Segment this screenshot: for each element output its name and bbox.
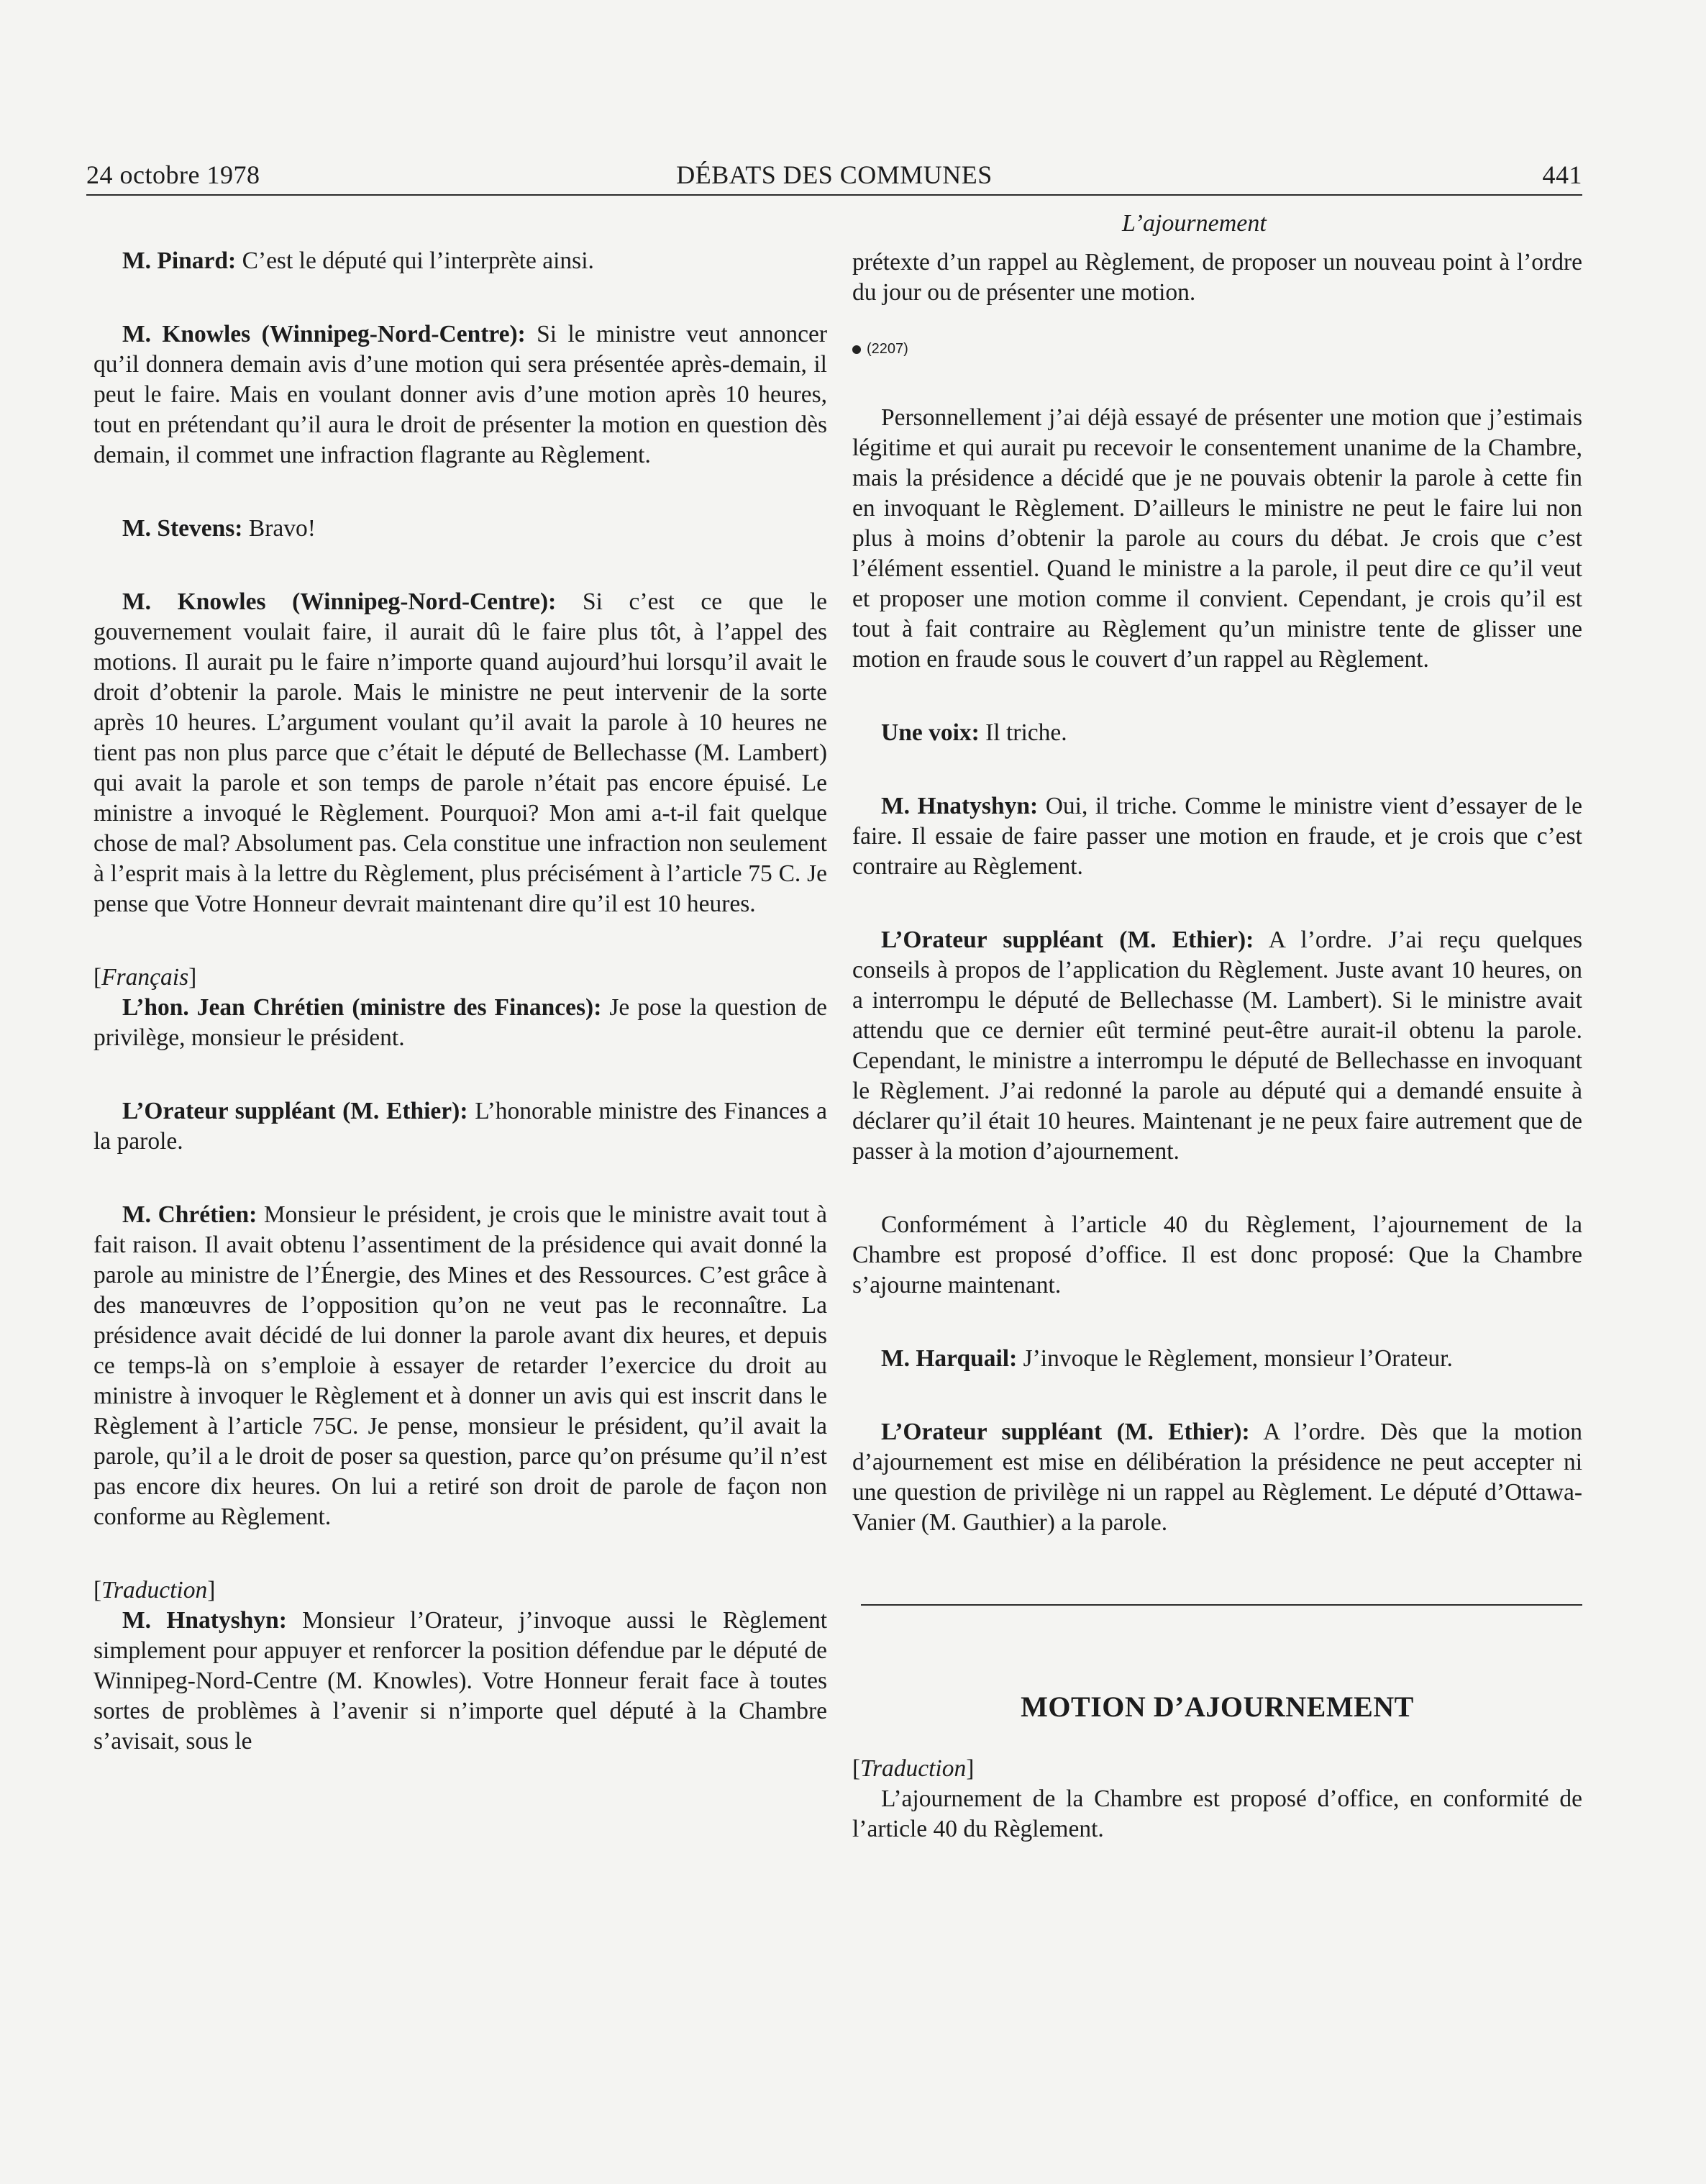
section-title: MOTION D’AJOURNEMENT [1021, 1691, 1414, 1723]
speech-text: Oui, il triche. Comme le ministre vient d’essayer de le faire. Il essaie de faire passer une motion en fraude, et je crois que c’est contraire au Règlement. [852, 793, 1582, 880]
body-paragraph: Conformément à l’article 40 du Règlement, l’ajournement de la Chambre est proposé d’office. Il est donc proposé: Que la Chambre s’ajourne maintenant. [852, 1211, 1582, 1298]
speaker-name: M. Hnatyshyn: [122, 1607, 287, 1634]
speech-text: A l’ordre. Dès que la motion d’ajournement est mise en délibération la présidence ne peut accepter ni une question de privilège ni un rappel au Règlement. Le député d’Ottawa-Vanier (M. Gauthier) a la parole. [852, 1419, 1582, 1536]
speech-text: Je pose la question de privilège, monsieur le président. [93, 994, 827, 1051]
speech-text: Monsieur l’Orateur, j’invoque aussi le Règlement simplement pour appuyer et renforcer la position défendue par le député de Winnipeg-Nord-Centre (M. Knowles). Votre Honneur ferait face à toutes sortes de problèmes à l’avenir si n’importe quel député à la Chambre s’avisait, sous le [93, 1607, 828, 1755]
right-column [852, 247, 1582, 1844]
speech-paragraph [93, 514, 827, 544]
speaker-name: Une voix: [881, 719, 980, 746]
speaker-name: L’Orateur suppléant (M. Ethier): [122, 1098, 468, 1124]
language-tag: [Traduction] [93, 1577, 216, 1603]
speech-paragraph [93, 1096, 827, 1157]
speech-paragraph [852, 1417, 1582, 1538]
speech-text: A l’ordre. J’ai reçu quelques conseils à propos de l’application du Règlement. Juste avant 10 heures, on a interrompu le député de Bellechasse (M. Lambert). Si le ministre avait attendu que ce dernier eût terminé peut-être aurait-il obtenu la parole. Cependant, le ministre a interrompu le député de Bellechasse en invoquant le Règlement. J’ai redonné la parole au député qui a demandé ensuite à déclarer qu’il était 10 heures. Maintenant je ne peux faire autrement que de passer à la motion d’ajournement. [852, 927, 1583, 1165]
speech-text: C’est le député qui l’interprète ainsi. [236, 247, 594, 274]
speech-paragraph [93, 319, 827, 470]
speech-paragraph [93, 1606, 827, 1757]
speech-paragraph [852, 925, 1582, 1167]
speech-text: Si c’est ce que le gouvernement voulait faire, il aurait dû le faire plus tôt, à l’appel des motions. Il aurait pu le faire n’importe quand aujourd’hui lorsqu’il avait le droit d’obtenir la parole. Mais le ministre ne peut intervenir de la sorte après 10 heures. L’argument voulant qu’il avait la parole à 10 heures ne tient pas non plus parce que c’était le député de Bellechasse (M. Lambert) qui avait la parole et son temps de parole n’était pas encore épuisé. Le ministre a invoqué le Règlement. Pourquoi? Mon ami a-t-il fait quelque chose de mal? Absolument pas. Cela constitue une infraction non seulement à l’esprit mais à la lettre du Règlement, plus précisément à l’article 75 C. Je pense que Votre Honneur devrait maintenant dire qu’il est 10 heures. [93, 588, 827, 917]
running-subheader: L’ajournement [1122, 210, 1267, 237]
speech-paragraph [852, 1344, 1582, 1374]
language-tag: [Français] [93, 964, 197, 991]
speaker-name: L’Orateur suppléant (M. Ethier): [881, 927, 1254, 953]
continuation-paragraph: prétexte d’un rappel au Règlement, de proposer un nouveau point à l’ordre du jour ou de présenter une motion. [852, 249, 1582, 306]
speaker-name: M. Hnatyshyn: [881, 793, 1039, 819]
page-number: 441 [1542, 160, 1582, 189]
speech-text: L’honorable ministre des Finances a la parole. [93, 1098, 827, 1155]
speech-paragraph [93, 246, 827, 276]
speech-text: J’invoque le Règlement, monsieur l’Orateur. [1017, 1345, 1453, 1372]
header-date: 24 octobre 1978 [86, 160, 260, 189]
speech-paragraph [852, 791, 1582, 882]
time-marker: (2207) [852, 338, 1582, 360]
speech-text: Si le ministre veut annoncer qu’il donnera demain avis d’une motion qui sera présentée après-demain, il peut le faire. Mais en voulant donner avis d’une motion après 10 heures, tout en prétendant qu’il aura le droit de présenter la motion en question dès demain, il commet une infraction flagrante au Règlement. [93, 321, 827, 468]
speech-paragraph [93, 993, 827, 1053]
speaker-name: M. Stevens: [122, 515, 243, 542]
body-paragraph: Personnellement j’ai déjà essayé de présenter une motion que j’estimais légitime et qui aurait pu recevoir le consentement unanime de la Chambre, mais la présidence a décidé que je ne pouvais obtenir la parole à cette fin en invoquant le Règlement. D’ailleurs le ministre ne peut le faire lui non plus à moins d’obtenir la parole au cours du débat. Je crois que c’est l’élément essentiel. Quand le ministre a la parole, il peut dire ce qu’il veut et proposer une motion comme il convient. Cependant, je crois qu’il est tout à fait contraire au Règlement qu’un ministre tente de glisser une motion en fraude sous le couvert d’un rappel au Règlement. [852, 404, 1582, 673]
speech-text: Il triche. [979, 719, 1067, 746]
speaker-name: M. Chrétien: [122, 1201, 257, 1228]
speaker-name: L’Orateur suppléant (M. Ethier): [881, 1419, 1250, 1445]
speaker-name: M. Harquail: [881, 1345, 1018, 1372]
body-paragraph: L’ajournement de la Chambre est proposé d’office, en conformité de l’article 40 du Règlement. [852, 1785, 1582, 1842]
speech-text: Bravo! [242, 515, 316, 542]
speech-text: Monsieur le président, je crois que le ministre avait tout à fait raison. Il avait obtenu l’assentiment de la présidence qui avait donné la parole au ministre de l’Énergie, des Mines et des Ressources. C’est grâce à des manœuvres de l’opposition qu’on ne veut pas le reconnaître. La présidence avait décidé de lui donner la parole avant dix heures, et depuis ce temps-là on s’emploie à essayer de retarder l’exercice du droit au ministre à invoquer le Règlement et à donner un avis qui est inscrit dans le Règlement à l’article 75C. Je pense, monsieur le président, qu’il avait la parole, qu’il a le droit de poser sa question, parce qu’on présume qu’il n’est pas encore dix heures. On lui a retiré son droit de parole de façon non conforme au Règlement. [93, 1201, 827, 1530]
speaker-name: L’hon. Jean Chrétien (ministre des Finances): [122, 994, 602, 1021]
language-tag: [Traduction] [852, 1755, 975, 1782]
speaker-name: M. Pinard: [122, 247, 237, 274]
speech-paragraph [852, 718, 1582, 748]
speech-paragraph [93, 1200, 827, 1532]
left-column [93, 246, 827, 1757]
speech-paragraph [93, 587, 827, 919]
header-title: DÉBATS DES COMMUNES [676, 160, 993, 189]
speaker-name: M. Knowles (Winnipeg-Nord-Centre): [122, 321, 526, 347]
speaker-name: M. Knowles (Winnipeg-Nord-Centre): [122, 588, 557, 615]
bullet-icon [852, 345, 861, 354]
page-header [86, 157, 1582, 196]
